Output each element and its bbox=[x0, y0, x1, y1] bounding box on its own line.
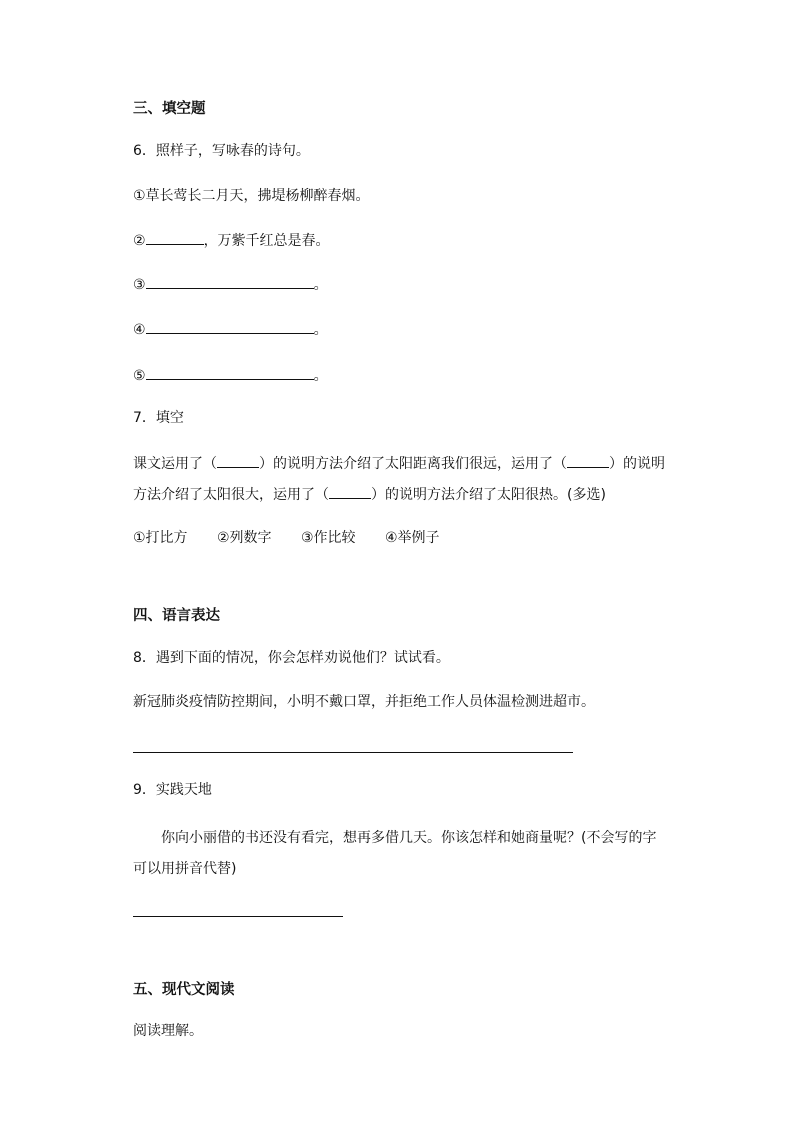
answer-blank[interactable] bbox=[217, 453, 259, 468]
question-7-options bbox=[133, 528, 440, 548]
question-8-scenario: 新冠肺炎疫情防控期间，小明不戴口罩，并拒绝工作人员体温检测进超市。 bbox=[133, 694, 595, 710]
question-6-item-2 bbox=[133, 230, 330, 251]
end-mark: 。 bbox=[313, 368, 328, 384]
question-8-answer-line[interactable] bbox=[133, 752, 573, 753]
text-segment: ）的说明 bbox=[609, 456, 665, 472]
item-number: ④ bbox=[133, 322, 146, 338]
question-6-item-4 bbox=[133, 319, 328, 340]
section-heading-modern-reading: 五、现代文阅读 bbox=[133, 982, 235, 998]
item-number: ② bbox=[133, 233, 146, 249]
question-6-item-5 bbox=[133, 365, 328, 386]
option-1[interactable]: ①打比方 bbox=[133, 530, 188, 546]
option-3[interactable]: ③作比较 bbox=[301, 530, 356, 546]
question-6-item-3 bbox=[133, 274, 328, 295]
section-heading-language-expression: 四、语言表达 bbox=[133, 608, 220, 624]
answer-blank[interactable] bbox=[146, 230, 204, 245]
question-6-example: ①草长莺长二月天，拂堤杨柳醉春烟。 bbox=[133, 188, 370, 204]
answer-blank[interactable] bbox=[146, 274, 314, 289]
question-6-prompt: 6．照样子，写咏春的诗句。 bbox=[133, 143, 310, 159]
item-text: ，万紫千红总是春。 bbox=[203, 233, 330, 249]
question-8-prompt: 8．遇到下面的情况，你会怎样劝说他们？试试看。 bbox=[133, 650, 450, 666]
answer-blank[interactable] bbox=[567, 453, 609, 468]
option-4[interactable]: ④举例子 bbox=[385, 530, 440, 546]
question-9-body-line-2: 可以用拼音代替) bbox=[133, 861, 237, 877]
text-segment: 方法介绍了太阳很大，运用了（ bbox=[133, 487, 329, 503]
question-7-prompt: 7．填空 bbox=[133, 410, 184, 426]
question-9-prompt: 9．实践天地 bbox=[133, 782, 212, 798]
end-mark: 。 bbox=[313, 277, 328, 293]
section-heading-fill-blank: 三、填空题 bbox=[133, 101, 206, 117]
reading-instruction: 阅读理解。 bbox=[133, 1023, 203, 1039]
question-7-text-line-2 bbox=[133, 484, 606, 505]
question-9-answer-line[interactable] bbox=[133, 916, 343, 917]
end-mark: 。 bbox=[313, 322, 328, 338]
answer-blank[interactable] bbox=[329, 484, 371, 499]
item-number: ③ bbox=[133, 277, 146, 293]
text-segment: ）的说明方法介绍了太阳距离我们很远，运用了（ bbox=[259, 456, 567, 472]
text-segment: 课文运用了（ bbox=[133, 456, 217, 472]
item-number: ⑤ bbox=[133, 368, 146, 384]
answer-blank[interactable] bbox=[146, 319, 314, 334]
answer-blank[interactable] bbox=[146, 365, 314, 380]
question-7-text-line-1 bbox=[133, 453, 665, 474]
option-2[interactable]: ②列数字 bbox=[217, 530, 272, 546]
question-9-body-line-1: 你向小丽借的书还没有看完，想再多借几天。你该怎样和她商量呢？(不会写的字 bbox=[161, 830, 657, 846]
text-segment: ）的说明方法介绍了太阳很热。(多选) bbox=[371, 487, 606, 503]
